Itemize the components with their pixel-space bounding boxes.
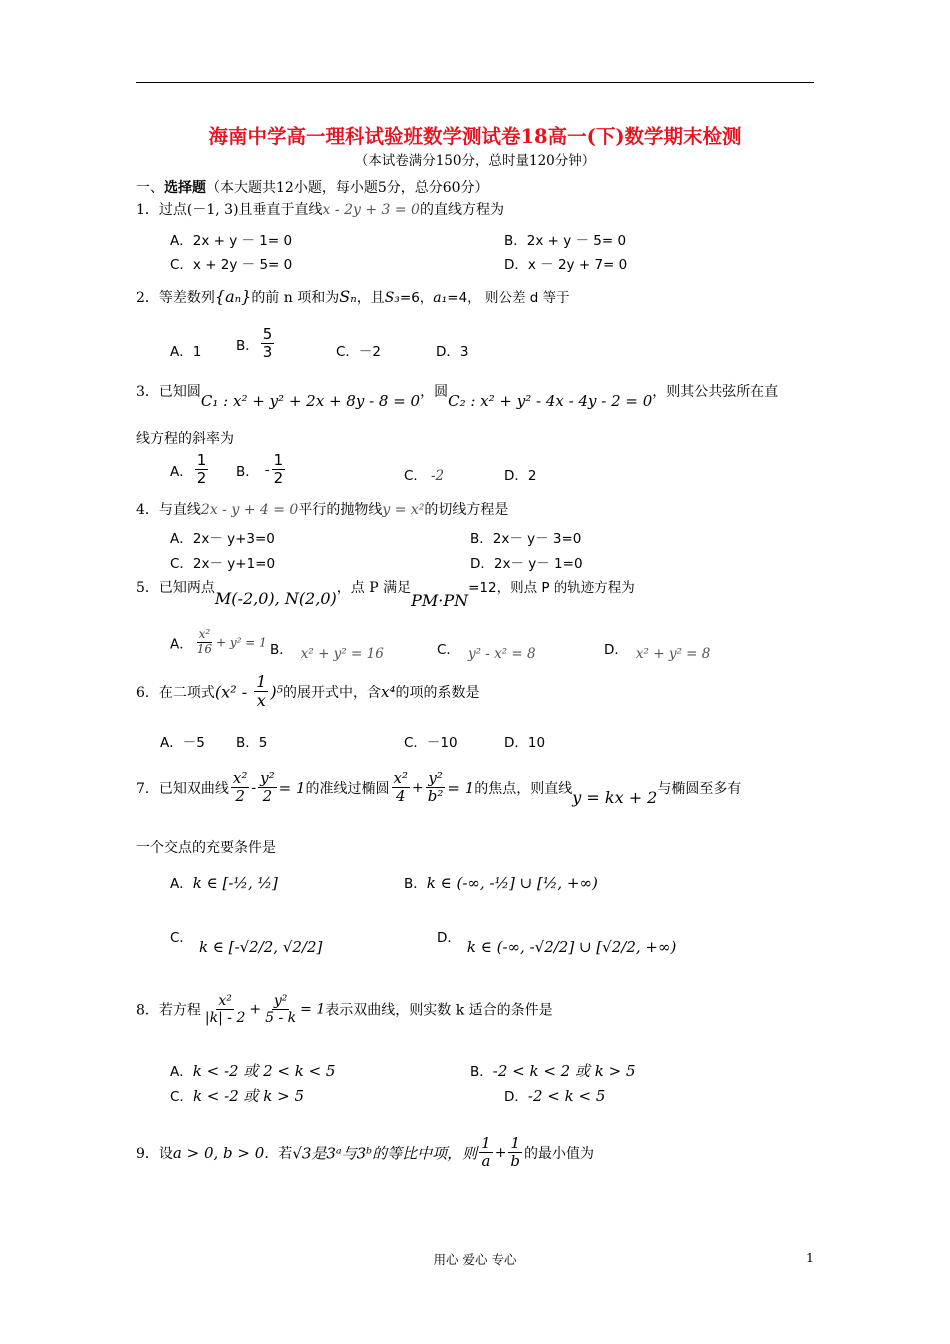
q8-b-label: B．: [470, 1064, 493, 1080]
q3-b-fraction: [272, 452, 286, 488]
q6-option-a: A．－5: [160, 735, 205, 751]
q5-points: M(-2,0), N(2,0): [214, 589, 337, 608]
q8-f-mid: +: [249, 1001, 262, 1018]
q9-f2-num: 1: [510, 1134, 520, 1152]
question-5-stem: [136, 576, 635, 610]
q8-d-math: -2 < k < 5: [527, 1087, 606, 1105]
q2-option-c: C．－2: [336, 344, 382, 360]
q5-text-b: ，点 P 满足: [336, 580, 412, 596]
question-4-stem: [136, 499, 508, 519]
page-number: 1: [806, 1250, 814, 1265]
q5-option-d: [604, 638, 711, 662]
q7-h1-den: 2: [235, 787, 245, 806]
q2-text-e: =4， 则公差 d 等于: [447, 290, 570, 306]
q7-ellipse-y-term: [426, 770, 446, 806]
q3-option-d: D．2: [504, 468, 537, 484]
q6-x4: x⁴: [381, 682, 396, 701]
q5-a-label: A．: [170, 636, 193, 653]
q7-option-c: [170, 926, 323, 956]
q3-option-a: [170, 452, 210, 488]
question-3-stem: [136, 381, 779, 410]
q4-option-c: C．2x－ y+1=0: [170, 556, 276, 572]
q8-term-1: [203, 993, 247, 1026]
q2-text-b: 的前 n 项和为: [251, 290, 340, 306]
q4-text-c: 的切线方程是: [424, 502, 509, 518]
q5-b-math: x² + y² = 16: [300, 646, 384, 662]
q2-option-d: D．3: [436, 344, 469, 360]
q9-text-c: 的最小值为: [524, 1145, 595, 1162]
q8-d-label: D．: [504, 1089, 528, 1105]
q8-option-d: [504, 1085, 605, 1105]
q7-b-label: B．: [404, 876, 427, 892]
q2-text-d: =6，: [399, 290, 434, 306]
q9-f1-den: a: [481, 1152, 491, 1171]
q2-option-a: A．1: [170, 344, 202, 360]
q8-a-label: A．: [170, 1064, 193, 1080]
q7-e1-num: x²: [393, 769, 409, 787]
q7-e-mid: +: [412, 779, 424, 796]
q5-option-c: [437, 638, 536, 662]
q9-f1-num: 1: [481, 1134, 491, 1152]
q5-a-den: 16: [196, 641, 213, 656]
page-title: 海南中学高一理科试验班数学测试卷18高一(下)数学期末检测: [208, 125, 742, 148]
q1-option-b: B．2x + y － 5= 0: [504, 233, 627, 249]
q2-b-num: 5: [262, 325, 273, 343]
q7-option-a: [170, 872, 278, 892]
q4-line: 2x - y + 4 = 0: [200, 502, 299, 518]
q8-option-c: [170, 1085, 304, 1106]
q8-term-2: [263, 993, 298, 1026]
q6-expr-a: (x² -: [214, 682, 253, 702]
q7-d-label: D．: [437, 930, 461, 946]
q2-sequence: {aₙ}: [214, 287, 252, 306]
q2-sn: Sₙ: [339, 287, 357, 306]
q7-text-c: 的焦点，则直线: [474, 780, 573, 797]
q5-option-b: [270, 638, 384, 662]
q5-product: PM·PN: [411, 591, 469, 610]
question-9-stem: [136, 1135, 594, 1171]
q3-a-fraction: [195, 452, 209, 488]
q1-option-c: C．x + 2y － 5= 0: [170, 257, 293, 273]
q6-option-d: D．10: [504, 735, 546, 751]
page-subtitle: （本试卷满分150分，总时量120分钟）: [354, 153, 596, 169]
section-name: 选择题: [164, 180, 206, 196]
q6-option-b: B．5: [236, 735, 268, 751]
q7-text-a: 7．已知双曲线: [136, 780, 229, 797]
q6-text-c: 的项的系数是: [395, 684, 480, 701]
q3-option-c: [404, 464, 444, 484]
question-7-stem: [136, 770, 741, 806]
q8-f1-num: x²: [218, 993, 232, 1009]
question-2-stem: [136, 286, 570, 307]
q3-option-b: [236, 452, 287, 488]
q8-f2-num: y²: [273, 993, 288, 1009]
q1-text-a: 1．过点(－1, 3)且垂直于直线: [136, 202, 323, 218]
q4-option-a: A．2x－ y+3=0: [170, 531, 275, 547]
q6-text-b: 的展开式中，含: [283, 684, 382, 701]
q5-a-fraction: [195, 628, 214, 657]
q8-option-b: [470, 1060, 636, 1081]
q2-text-c: ，且: [356, 290, 385, 306]
q4-text-b: 平行的抛物线: [298, 502, 383, 518]
q7-b-math: k ∈ (-∞, -½] ∪ [½, +∞): [426, 874, 598, 892]
q5-d-math: x² + y² = 8: [635, 646, 711, 662]
q8-c-label: C．: [170, 1089, 193, 1105]
q4-text-a: 4．与直线: [136, 502, 201, 518]
q8-f1-den: |k| - 2: [204, 1010, 246, 1027]
q5-a-num: x²: [198, 627, 211, 641]
q9-term-2: [508, 1135, 522, 1171]
q8-b-math: -2 < k < 2 或 k > 5: [492, 1062, 636, 1080]
q2-option-b-fraction: [261, 326, 275, 362]
q7-option-b: [404, 872, 598, 892]
q7-text-d: 与椭圆至多有: [657, 780, 742, 797]
q1-option-d: D．x － 2y + 7= 0: [504, 257, 628, 273]
q5-b-label: B．: [270, 642, 293, 658]
q7-e2-num: y²: [428, 769, 443, 787]
q9-condition: a > 0, b > 0: [172, 1143, 265, 1162]
q4-option-d: D．2x－ y－ 1=0: [470, 556, 583, 572]
q7-a-math: k ∈ [-½, ½]: [192, 874, 278, 892]
q8-a-math: k < -2 或 2 < k < 5: [192, 1062, 336, 1080]
question-1-stem: [136, 199, 504, 219]
q4-parabola: y = x²: [382, 502, 425, 518]
q3-a-num: 1: [196, 451, 207, 469]
q7-hyperbola-x-term: [231, 770, 249, 806]
q3-text-a: 3．已知圆: [136, 384, 201, 400]
q7-e-eq: = 1: [447, 778, 475, 797]
section-heading: [136, 177, 489, 197]
q8-c-math: k < -2 或 k > 5: [192, 1087, 305, 1105]
q2-s3: S₃: [384, 290, 400, 306]
q5-c-label: C．: [437, 642, 460, 658]
question-6-stem: [136, 673, 480, 711]
q1-option-a: A．2x + y － 1= 0: [170, 233, 293, 249]
q2-a1: a₁: [433, 290, 448, 306]
q5-option-a: [170, 628, 267, 657]
q7-h-eq: = 1: [278, 778, 306, 797]
q5-a-tail: + y² = 1: [216, 635, 267, 650]
top-rule: [136, 82, 814, 83]
q6-expr-b: )⁵: [270, 682, 284, 702]
q4-option-b: B．2x－ y－ 3=0: [470, 531, 582, 547]
q3-c-value: -2: [430, 468, 445, 484]
q9-f2-den: b: [510, 1152, 521, 1171]
section-note: （本大题共12小题，每小题5分，总分60分）: [206, 180, 489, 196]
q1-line-equation: x - 2y + 3 = 0: [322, 202, 420, 218]
q3-text-b: ，圆: [420, 384, 449, 400]
q3-b-den: 2: [273, 469, 284, 488]
q5-c-math: y² - x² = 8: [467, 646, 536, 662]
q7-h-mid: -: [251, 779, 257, 796]
q3-b-num: 1: [273, 451, 284, 469]
q8-text-a: 8．若方程: [136, 1002, 201, 1019]
q7-stem-line2: 一个交点的充要条件是: [136, 840, 276, 856]
q2-b-den: 3: [262, 343, 273, 362]
page-footer: 用心 爱心 专心: [433, 1252, 517, 1267]
q5-d-label: D．: [604, 642, 628, 658]
q7-h1-num: x²: [232, 769, 248, 787]
q6-num: 1: [256, 672, 267, 691]
question-8-stem: [136, 993, 553, 1026]
q3-b-sign: -: [264, 461, 270, 478]
q3-circle-2: C₂ : x² + y² - 4x - 4y - 2 = 0: [448, 392, 653, 410]
q5-text-c: =12，则点 P 的轨迹方程为: [468, 580, 635, 596]
q3-a-den: 2: [196, 469, 207, 488]
q7-h2-num: y²: [260, 769, 275, 787]
q7-e1-den: 4: [396, 787, 406, 806]
q5-text-a: 5．已知两点: [136, 580, 215, 596]
q7-option-d: [437, 926, 677, 956]
q7-c-math: k ∈ [-√2/2, √2/2]: [198, 938, 323, 956]
q2-option-b: [236, 326, 276, 362]
q3-a-label: A．: [170, 463, 193, 480]
q3-stem-line2: 线方程的斜率为: [136, 431, 234, 447]
q7-text-b: 的准线过椭圆: [305, 780, 390, 797]
q9-plus: +: [494, 1144, 507, 1161]
q8-option-a: [170, 1060, 335, 1081]
q8-f2-den: 5 - k: [265, 1010, 297, 1027]
q6-fraction: [254, 673, 268, 711]
q1-text-b: 的直线方程为: [419, 202, 504, 218]
q3-c-label: C．: [404, 468, 427, 484]
q2-text-a: 2．等差数列: [136, 290, 215, 306]
q9-text-b: ．若: [264, 1145, 293, 1162]
q7-line: y = kx + 2: [572, 788, 658, 808]
q7-e2-den: b²: [427, 787, 444, 806]
q6-text-a: 6．在二项式: [136, 684, 215, 701]
q7-a-label: A．: [170, 876, 193, 892]
q7-ellipse-x-term: [392, 770, 410, 806]
q8-text-b: 表示双曲线，则实数 k 适合的条件是: [325, 1002, 553, 1019]
q2-option-b-label: B．: [236, 337, 259, 354]
q9-text-a: 9．设: [136, 1145, 173, 1162]
q3-text-c: ，则其公共弦所在直: [652, 384, 779, 400]
q6-option-c: C．－10: [404, 735, 458, 751]
q7-d-math: k ∈ (-∞, -√2/2] ∪ [√2/2, +∞): [466, 938, 677, 956]
q9-middle: √3是3ᵃ与3ᵇ的等比中项，则: [292, 1144, 478, 1163]
q3-circle-1: C₁ : x² + y² + 2x + 8y - 8 = 0: [200, 392, 421, 410]
q3-b-label: B．: [236, 463, 259, 480]
q9-term-1: [479, 1135, 493, 1171]
q8-f-eq: = 1: [300, 1001, 326, 1018]
q7-h2-den: 2: [262, 787, 273, 806]
q7-hyperbola-y-term: [258, 770, 277, 806]
q6-den: x: [256, 691, 266, 711]
q7-c-label: C．: [170, 930, 193, 946]
section-prefix: 一、: [136, 180, 164, 196]
